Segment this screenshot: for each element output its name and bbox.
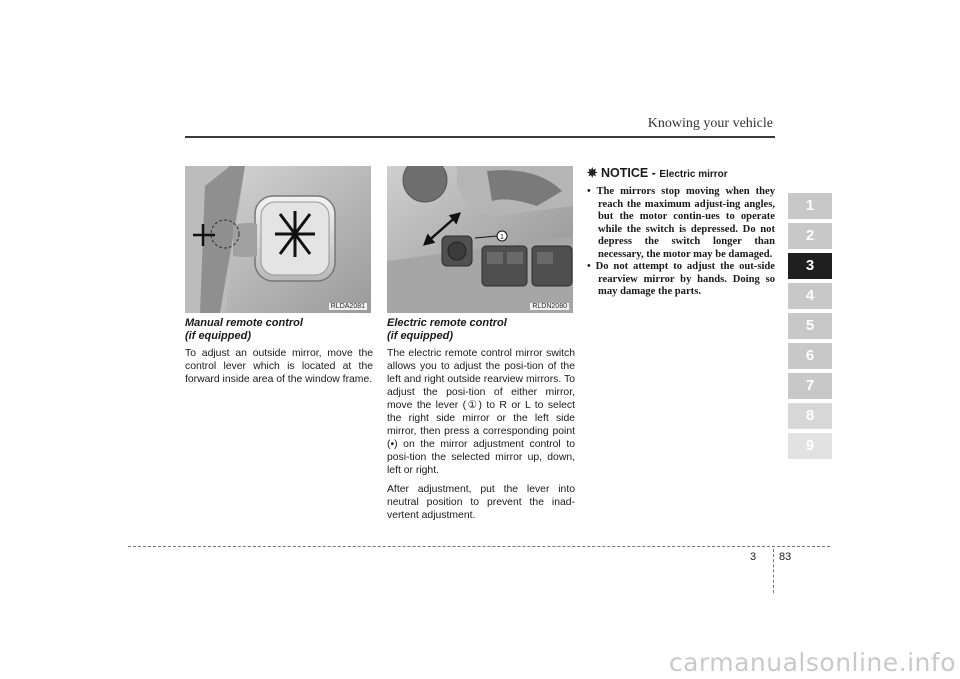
- manual-control-column: [185, 166, 373, 392]
- notice-item: • Do not attempt to adjust the out-side rearview mirror by hands. Doing so may damage the parts.: [587, 261, 775, 297]
- electric-mirror-figure: [387, 166, 573, 313]
- notice-label: NOTICE -: [600, 166, 660, 180]
- caption-line-2: (if equipped): [387, 330, 453, 342]
- chapter-tab-1[interactable]: 1: [788, 193, 832, 219]
- chapter-tab-9[interactable]: 9: [788, 433, 832, 459]
- notice-subtitle: Electric mirror: [659, 169, 728, 180]
- footer-divider: [773, 549, 774, 593]
- watermark: carmanualsonline.info: [668, 648, 956, 677]
- mirror-switch-illustration: [387, 166, 573, 313]
- footer-rule: [128, 546, 830, 547]
- caption-line-1: Manual remote control: [185, 317, 303, 329]
- electric-control-text: The electric remote control mirror switch allows you to adjust the posi-tion of the left and right outside rearview mirrors. To adjust the posi-tion of either mirror, move the lever (①) to R or L to select the right side mirror or the left side mirror, then press a corresponding point (•) on the mirror adjustment control to posi-tion the selected mirror up, down, left or right.: [387, 348, 575, 476]
- page-number: 83: [779, 551, 792, 563]
- figure-code: RLDA2081: [330, 303, 365, 310]
- notice-column: [587, 166, 775, 299]
- chapter-tab-2[interactable]: 2: [788, 223, 832, 249]
- notice-item: • The mirrors stop moving when they reach the maximum adjust-ing angles, but the motor contin-ues to operate while the switch is depressed. Do not depress the switch longer than necessary, the motor may be damaged.: [587, 186, 775, 260]
- chapter-tab-5[interactable]: 5: [788, 313, 832, 339]
- chapter-tab-6[interactable]: 6: [788, 343, 832, 369]
- caption-line-2: (if equipped): [185, 330, 251, 342]
- electric-control-after-text: After adjustment, put the lever into neutral position to prevent the inad-vertent adjustment.: [387, 484, 575, 521]
- figure-caption: [185, 317, 373, 343]
- electric-control-column: [387, 166, 575, 528]
- figure-caption: [387, 317, 575, 343]
- chapter-tab-7[interactable]: 7: [788, 373, 832, 399]
- figure-code: RLDN2080: [532, 303, 567, 310]
- chapter-tab-8[interactable]: 8: [788, 403, 832, 429]
- chapter-tab-3[interactable]: 3: [788, 253, 832, 279]
- callout-number: 1: [500, 234, 504, 241]
- notice-icon: ✵: [587, 166, 598, 180]
- manual-mirror-figure: [185, 166, 371, 313]
- notice-title: [587, 166, 775, 182]
- page-chapter-number: 3: [750, 551, 757, 563]
- caption-line-1: Electric remote control: [387, 317, 507, 329]
- manual-control-text: To adjust an outside mirror, move the control lever which is located at the forward inside area of the window frame.: [185, 348, 373, 385]
- section-title: Knowing your vehicle: [647, 116, 773, 131]
- side-mirror-illustration: [185, 166, 371, 313]
- chapter-tab-4[interactable]: 4: [788, 283, 832, 309]
- notice-list: [587, 186, 775, 299]
- chapter-tabs: [788, 193, 832, 463]
- header-rule: [185, 136, 775, 138]
